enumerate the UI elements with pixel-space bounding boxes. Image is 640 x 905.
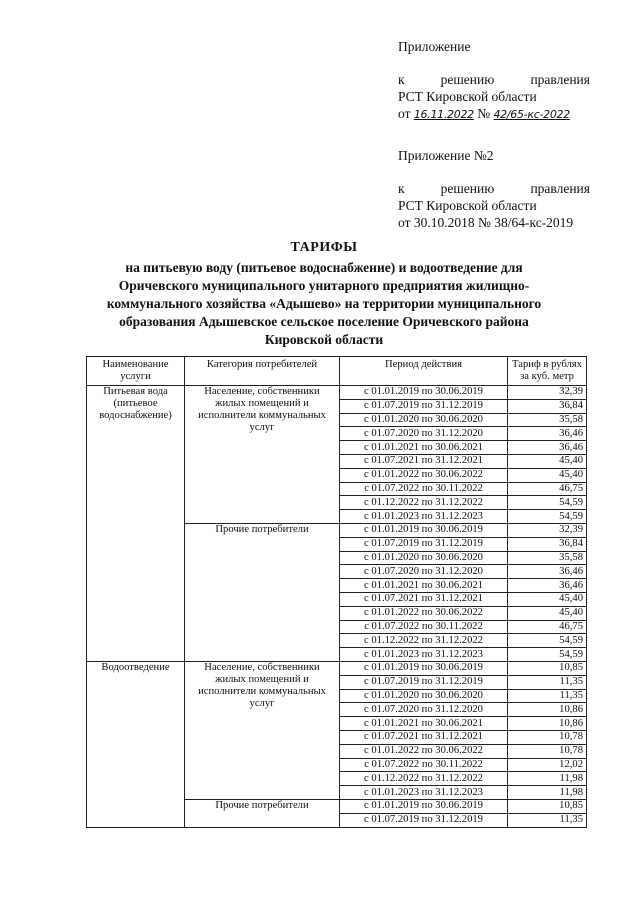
rate-cell: 45,40 — [508, 468, 587, 482]
table-row — [87, 386, 587, 400]
rate-cell: 11,35 — [508, 689, 587, 703]
rate-cell: 36,46 — [508, 427, 587, 441]
period-cell: с 01.12.2022 по 31.12.2022 — [340, 496, 508, 510]
period-cell: с 01.01.2019 по 30.06.2019 — [340, 661, 508, 675]
rate-cell: 54,59 — [508, 496, 587, 510]
rate-cell: 11,35 — [508, 675, 587, 689]
period-cell: с 01.01.2019 по 30.06.2019 — [340, 386, 508, 400]
category-cell: Население, собственники жилых помещений и исполнители коммунальных услуг — [185, 661, 340, 799]
period-cell: с 01.12.2022 по 31.12.2022 — [340, 634, 508, 648]
rate-cell: 32,39 — [508, 523, 587, 537]
category-cell: Прочие потребители — [185, 799, 340, 827]
appendix-2-block — [398, 147, 590, 231]
table-row — [87, 661, 587, 675]
period-cell: с 01.01.2022 по 30.06.2022 — [340, 468, 508, 482]
table-header-row — [87, 357, 587, 386]
rate-cell: 45,40 — [508, 606, 587, 620]
period-cell: с 01.07.2019 по 31.12.2019 — [340, 813, 508, 827]
rate-cell: 11,35 — [508, 813, 587, 827]
rate-cell: 45,40 — [508, 592, 587, 606]
period-cell: с 01.07.2021 по 31.12.2021 — [340, 592, 508, 606]
category-cell: Население, собственники жилых помещений и исполнители коммунальных услуг — [185, 386, 340, 524]
rate-cell: 54,59 — [508, 648, 587, 662]
appendix-1-number-sign: № — [477, 106, 491, 121]
rate-cell: 54,59 — [508, 634, 587, 648]
period-cell: с 01.07.2021 по 31.12.2021 — [340, 454, 508, 468]
header-category: Категория потребителей — [185, 357, 340, 386]
rate-cell: 36,46 — [508, 441, 587, 455]
rate-cell: 10,86 — [508, 703, 587, 717]
document-heading — [90, 240, 558, 349]
period-cell: с 01.01.2023 по 31.12.2023 — [340, 648, 508, 662]
appendix-1-title: Приложение — [398, 39, 471, 54]
rate-cell: 10,85 — [508, 661, 587, 675]
period-cell: с 01.01.2021 по 30.06.2021 — [340, 441, 508, 455]
appendix-1-number: 42/65-кс-2022 — [493, 108, 570, 121]
table-body — [87, 386, 587, 828]
appendix-2-title: Приложение №2 — [398, 148, 494, 163]
rate-cell: 46,75 — [508, 482, 587, 496]
period-cell: с 01.07.2022 по 30.11.2022 — [340, 482, 508, 496]
document-title: ТАРИФЫ — [290, 240, 358, 255]
period-cell: с 01.01.2022 по 30.06.2022 — [340, 606, 508, 620]
rate-cell: 10,78 — [508, 730, 587, 744]
appendix-2-ref-line1: к решению правления — [398, 181, 590, 196]
period-cell: с 01.01.2020 по 30.06.2020 — [340, 551, 508, 565]
category-cell: Прочие потребители — [185, 523, 340, 661]
period-cell: с 01.01.2023 по 31.12.2023 — [340, 786, 508, 800]
period-cell: с 01.07.2020 по 31.12.2020 — [340, 565, 508, 579]
appendix-2-ref-line2: РСТ Кировской области — [398, 198, 537, 213]
period-cell: с 01.07.2020 по 31.12.2020 — [340, 703, 508, 717]
appendix-1-block — [398, 38, 590, 123]
period-cell: с 01.07.2019 по 31.12.2019 — [340, 399, 508, 413]
service-cell: Водоотведение — [87, 661, 185, 827]
rate-cell: 45,40 — [508, 454, 587, 468]
rate-cell: 54,59 — [508, 510, 587, 524]
period-cell: с 01.01.2023 по 31.12.2023 — [340, 510, 508, 524]
period-cell: с 01.01.2019 по 30.06.2019 — [340, 523, 508, 537]
rate-cell: 12,02 — [508, 758, 587, 772]
appendix-1-ref-line2: РСТ Кировской области — [398, 89, 537, 104]
rate-cell: 11,98 — [508, 772, 587, 786]
period-cell: с 01.01.2019 по 30.06.2019 — [340, 799, 508, 813]
rate-cell: 36,46 — [508, 579, 587, 593]
period-cell: с 01.01.2020 по 30.06.2020 — [340, 689, 508, 703]
period-cell: с 01.07.2020 по 31.12.2020 — [340, 427, 508, 441]
rate-cell: 35,58 — [508, 551, 587, 565]
rate-cell: 36,84 — [508, 399, 587, 413]
period-cell: с 01.01.2021 по 30.06.2021 — [340, 717, 508, 731]
header-period: Период действия — [340, 357, 508, 386]
period-cell: с 01.12.2022 по 31.12.2022 — [340, 772, 508, 786]
document-subtitle: на питьевую воду (питьевое водоснабжение) и водоотведение для Оричевского муниципального унитарного предприятия жилищно-коммунального хозяйства «Адышево» на территории муниципального образования Адышевское сельское поселение Оричевского района Кировской области — [106, 260, 542, 347]
period-cell: с 01.01.2021 по 30.06.2021 — [340, 579, 508, 593]
period-cell: с 01.07.2022 по 30.11.2022 — [340, 758, 508, 772]
appendix-1-ref-line1: к решению правления — [398, 72, 590, 87]
period-cell: с 01.07.2019 по 31.12.2019 — [340, 675, 508, 689]
rate-cell: 36,84 — [508, 537, 587, 551]
rate-cell: 10,85 — [508, 799, 587, 813]
period-cell: с 01.07.2022 по 30.11.2022 — [340, 620, 508, 634]
period-cell: с 01.07.2019 по 31.12.2019 — [340, 537, 508, 551]
tariffs-table — [86, 356, 587, 828]
rate-cell: 10,78 — [508, 744, 587, 758]
rate-cell: 32,39 — [508, 386, 587, 400]
appendix-1-ref-line3 — [398, 105, 590, 123]
rate-cell: 10,86 — [508, 717, 587, 731]
rate-cell: 35,58 — [508, 413, 587, 427]
appendix-2-ref-line3: от 30.10.2018 № 38/64-кс-2019 — [398, 215, 574, 230]
period-cell: с 01.01.2022 по 30.06.2022 — [340, 744, 508, 758]
appendix-1-date: 16.11.2022 — [413, 108, 474, 121]
rate-cell: 36,46 — [508, 565, 587, 579]
rate-cell: 46,75 — [508, 620, 587, 634]
period-cell: с 01.07.2021 по 31.12.2021 — [340, 730, 508, 744]
header-service: Наименование услуги — [87, 357, 185, 386]
service-cell: Питьевая вода (питьевое водоснабжение) — [87, 386, 185, 662]
rate-cell: 11,98 — [508, 786, 587, 800]
header-rate: Тариф в рублях за куб. метр — [508, 357, 587, 386]
appendix-1-prefix: от — [398, 106, 411, 121]
period-cell: с 01.01.2020 по 30.06.2020 — [340, 413, 508, 427]
